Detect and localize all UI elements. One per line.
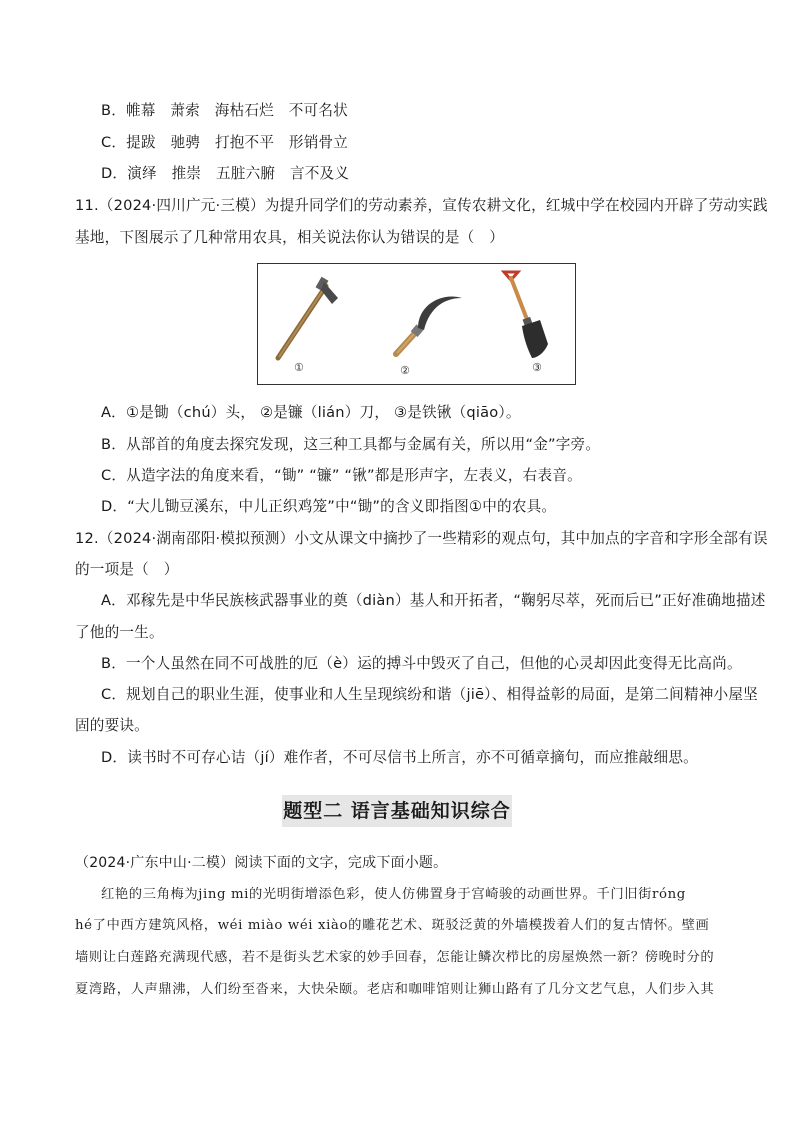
q12-option-a-cont: 了他的一生。: [75, 624, 164, 641]
q10-option-b: B．帷幕 萧索 海枯石烂 不可名状: [101, 102, 348, 119]
q12-option-b: B．一个人虽然在同不可战胜的厄（è）运的搏斗中毁灭了自己，但他的心灵却因此变得无比高尚。: [101, 655, 742, 672]
q10-option-c: C．提跋 驰骋 打抱不平 形销骨立: [101, 134, 349, 151]
q11-option-a: A．①是锄（chú）头， ②是镰（lián）刀， ③是铁锹（qiāo）。: [101, 404, 521, 421]
q11-option-d: D．“大儿锄豆溪东，中儿正织鸡笼”中“锄”的含义即指图①中的农具。: [101, 498, 557, 515]
q12-option-c-cont: 固的要诀。: [75, 717, 149, 734]
passage-line-2: hé了中西方建筑风格，wéi miào wéi xiào的雕花艺术、斑驳泛黄的外墙模拨着人们的复古情怀。壁画: [75, 918, 710, 933]
q11-option-c: C．从造字法的角度来看，“锄” “镰” “锹”都是形声字，左表义，右表音。: [101, 467, 582, 484]
q11-option-b: B．从部首的角度去探究发现，这三种工具都与金属有关，所以用“金”字旁。: [101, 436, 601, 453]
q11-stem-line2: 基地，下图展示了几种常用农具，相关说法你认为错误的是（ ）: [75, 229, 505, 246]
sickle-icon: [388, 284, 468, 364]
shovel-icon: [498, 266, 558, 364]
q12-option-d: D．读书时不可存心诘（jí）难作者，不可尽信书上所言，亦不可循章摘句，而应推敲细思。: [101, 749, 698, 766]
farm-tools-figure: [257, 263, 576, 385]
section-title: 题型二 语言基础知识综合: [282, 795, 512, 827]
q10-option-d: D．演绎 推崇 五脏六腑 言不及义: [101, 165, 350, 182]
q12-option-c: C．规划自己的职业生涯，使事业和人生呈现缤纷和谐（jiē）、相得益彰的局面，是第二间精神小屋坚: [101, 686, 758, 703]
figure-label-1: ①: [294, 361, 304, 374]
q12-option-a: A．邓稼先是中华民族核武器事业的奠（diàn）基人和开拓者，“鞠躬尽萃，死而后已”正好准确地描述: [101, 592, 766, 609]
figure-label-2: ②: [400, 364, 410, 377]
figure-label-3: ③: [532, 361, 542, 374]
passage-line-4: 夏湾路，人声鼎沸，人们纷至沓来，大快朵颐。老店和咖啡馆则让狮山路有了几分文艺气息，人们步入其: [75, 982, 715, 997]
passage-intro: （2024·广东中山·二模）阅读下面的文字，完成下面小题。: [75, 855, 448, 871]
q12-stem-line2: 的一项是（ ）: [75, 561, 179, 578]
hoe-icon: [266, 274, 346, 364]
passage-line-1: 红艳的三角梅为jing mi的光明街增添色彩，使人仿佛置身于宫崎骏的动画世界。千门旧街róng: [101, 887, 686, 902]
passage-line-3: 墙则让白莲路充满现代感，若不是街头艺术家的妙手回春，怎能让鳞次栉比的房屋焕然一新？傍晚时分的: [75, 950, 715, 965]
q12-stem-line1: 12.（2024·湖南邵阳·模拟预测）小文从课文中摘抄了一些精彩的观点句，其中加点的字音和字形全部有误: [75, 530, 768, 547]
q11-stem-line1: 11.（2024·四川广元·三模）为提升同学们的劳动素养，宣传农耕文化，红城中学在校园内开辟了劳动实践: [75, 197, 768, 214]
